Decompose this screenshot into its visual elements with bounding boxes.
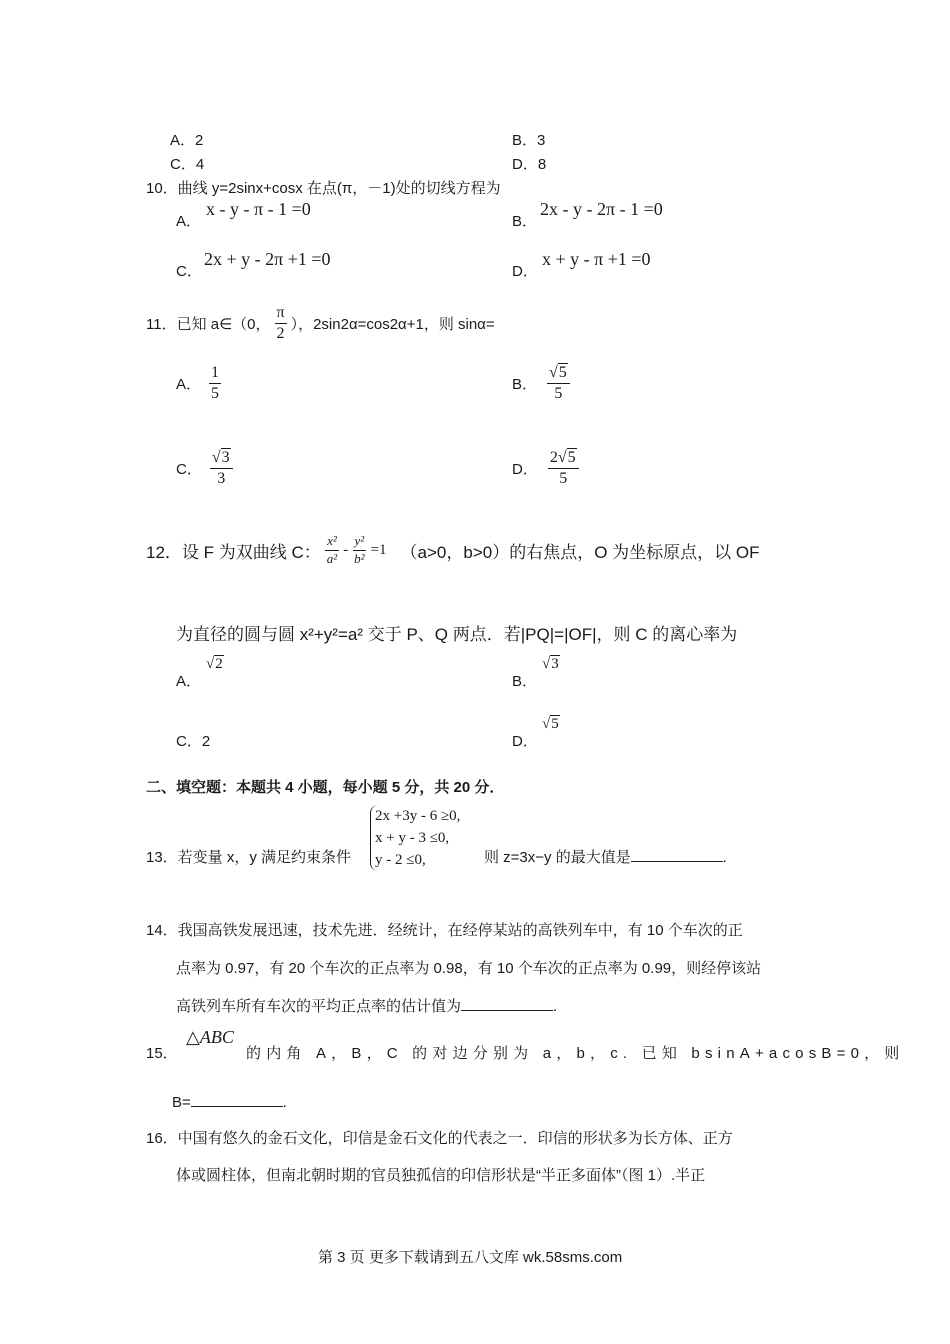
q9-option-b: B．3 (512, 132, 546, 149)
q11-option-b-label: B． (512, 376, 538, 394)
q12-option-a-label: A． (176, 673, 202, 690)
q11-option-c-rad: 3 (221, 449, 230, 466)
q12-option-b: √3 (542, 656, 559, 672)
q12-option-b-rad: 3 (551, 656, 559, 672)
q11-option-a-label: A． (176, 376, 202, 394)
q12-b-den: b² (354, 550, 365, 566)
q12-x-num: x² (325, 534, 339, 551)
q15-num: 15． (146, 1045, 178, 1062)
q12-y-num: y² (353, 534, 367, 551)
q11-option-a-num: 1 (209, 364, 221, 384)
q11-option-c-num: √3 (210, 449, 233, 469)
q10-option-b-label: B． (512, 213, 538, 230)
q10-option-d: x + y - π +1 =0 (542, 249, 651, 269)
q16-line1: 16．中国有悠久的金石文化，印信是金石文化的代表之一．印信的形状多为长方体、正方 (146, 1130, 733, 1147)
q14-line2: 点率为 0.97，有 20 个车次的正点率为 0.98，有 10 个车次的正点率为 0.99，则经停该站 (176, 960, 762, 977)
q13-constraint-system (370, 805, 460, 871)
q9-option-c: C．4 (170, 156, 205, 173)
q11-fraction (275, 304, 287, 344)
q15-triangle: △ABC (186, 1027, 234, 1047)
q10-option-a: x - y - π - 1 =0 (206, 199, 311, 219)
q13-constraint-2: x + y - 3 ≤0, (375, 830, 450, 846)
page-footer: 第 3 页 更多下载请到五八文库 wk.58sms.com (318, 1249, 623, 1266)
q11-option-a (176, 364, 221, 404)
q10-option-b: 2x - y - 2π - 1 =0 (540, 199, 663, 219)
q11-frac-num: π (275, 304, 287, 324)
q12-option-d-rad: 5 (551, 716, 559, 732)
q9-option-a: A．2 (170, 132, 204, 149)
q14-line3 (176, 995, 557, 1016)
q14-text: 高铁列车所有车次的平均正点率的估计值为 (176, 998, 462, 1015)
q12-stem (146, 534, 759, 567)
q11-suffix: ），2sin2α=cos2α+1，则 sinα= (290, 316, 495, 334)
q10-option-d-label: D． (512, 263, 538, 280)
q11-option-b-den: 5 (554, 385, 563, 403)
q11-option-b-num: √5 (547, 364, 570, 384)
q12-option-c-value: 2 (201, 733, 211, 750)
q12-option-d: √5 (542, 716, 559, 732)
q11-option-d (512, 449, 579, 489)
q14-end: . (553, 998, 558, 1015)
q12-option-d-label: D． (512, 733, 538, 750)
q15-line2 (172, 1092, 287, 1111)
q12-minus: - (343, 541, 349, 558)
section-title: 二、填空题：本题共 4 小题，每小题 5 分，共 20 分． (146, 779, 505, 796)
q12-frac-x (325, 534, 339, 567)
q10-stem: 10．曲线 y=2sinx+cosx 在点(π，－1)处的切线方程为 (146, 180, 501, 197)
q15-end: . (282, 1094, 287, 1111)
q12-option-a-rad: 2 (215, 656, 223, 672)
q12-option-b-label: B． (512, 673, 538, 690)
q11-option-c-den: 3 (217, 470, 226, 488)
q11-option-c-frac (210, 449, 233, 489)
q11-option-b-rad: 5 (558, 364, 567, 381)
q11-option-d-rad: 5 (567, 449, 576, 466)
q13-end: . (722, 849, 727, 866)
q12-suffix: （a>0，b>0）的右焦点，O 为坐标原点，以 OF (400, 542, 760, 562)
q12-frac-y (352, 534, 366, 567)
q11-option-a-frac (209, 364, 221, 404)
q13-answer-blank[interactable] (631, 847, 723, 862)
q13-question (484, 846, 727, 867)
q11-option-a-den: 5 (211, 385, 220, 403)
q11-frac-den: 2 (276, 325, 285, 343)
q11-option-b (512, 364, 570, 404)
q15-b-label: B= (172, 1094, 191, 1111)
q15-answer-blank[interactable] (191, 1092, 283, 1107)
q11-option-d-den: 5 (559, 470, 568, 488)
q12-option-a: √2 (206, 656, 223, 672)
q12-option-c (176, 730, 210, 751)
q11-stem (146, 304, 495, 344)
q13-suffix: 则 z=3x−y 的最大值是 (484, 849, 631, 866)
q11-option-d-label: D． (512, 461, 538, 479)
q14-answer-blank[interactable] (461, 996, 553, 1011)
q12-line2: 为直径的圆与圆 x²+y²=a² 交于 P、Q 两点．若|PQ|=|OF|，则 C 的离心率为 (176, 625, 738, 644)
q13-prefix: 13．若变量 x，y 满足约束条件 (146, 849, 352, 866)
q12-option-c-label: C． (176, 733, 202, 750)
q9-option-d: D．8 (512, 156, 547, 173)
q12-prefix: 12．设 F 为双曲线 C： (146, 542, 321, 562)
q16-line2: 体或圆柱体，但南北朝时期的官员独孤信的印信形状是“半正多面体”（图 1）.半正 (176, 1167, 706, 1184)
q11-option-c-label: C． (176, 461, 202, 479)
q11-option-d-num: 2√5 (548, 449, 579, 469)
q15-text: 的内角 A，B，C 的对边分别为 a，b，c. 已知 bsinA+acosB=0，则 (246, 1045, 905, 1062)
q13-constraint-3: y - 2 ≤0, (375, 852, 426, 868)
q13-constraint-1: 2x +3y - 6 ≥0, (375, 808, 461, 824)
q12-eq: =1 (370, 541, 387, 558)
q10-option-c: 2x + y - 2π +1 =0 (204, 249, 331, 269)
q11-prefix: 11．已知 a∈（0， (146, 316, 271, 334)
q11-option-b-frac (547, 364, 570, 404)
q10-option-c-label: C． (176, 263, 202, 280)
q11-option-d-coef: 2 (549, 449, 558, 466)
q10-option-a-label: A． (176, 213, 202, 230)
q12-a-den: a² (326, 550, 338, 566)
q11-option-c (176, 449, 233, 489)
q14-line1: 14．我国高铁发展迅速，技术先进．经统计，在经停某站的高铁列车中，有 10 个车次的正 (146, 922, 743, 939)
q11-option-d-frac (548, 449, 579, 489)
